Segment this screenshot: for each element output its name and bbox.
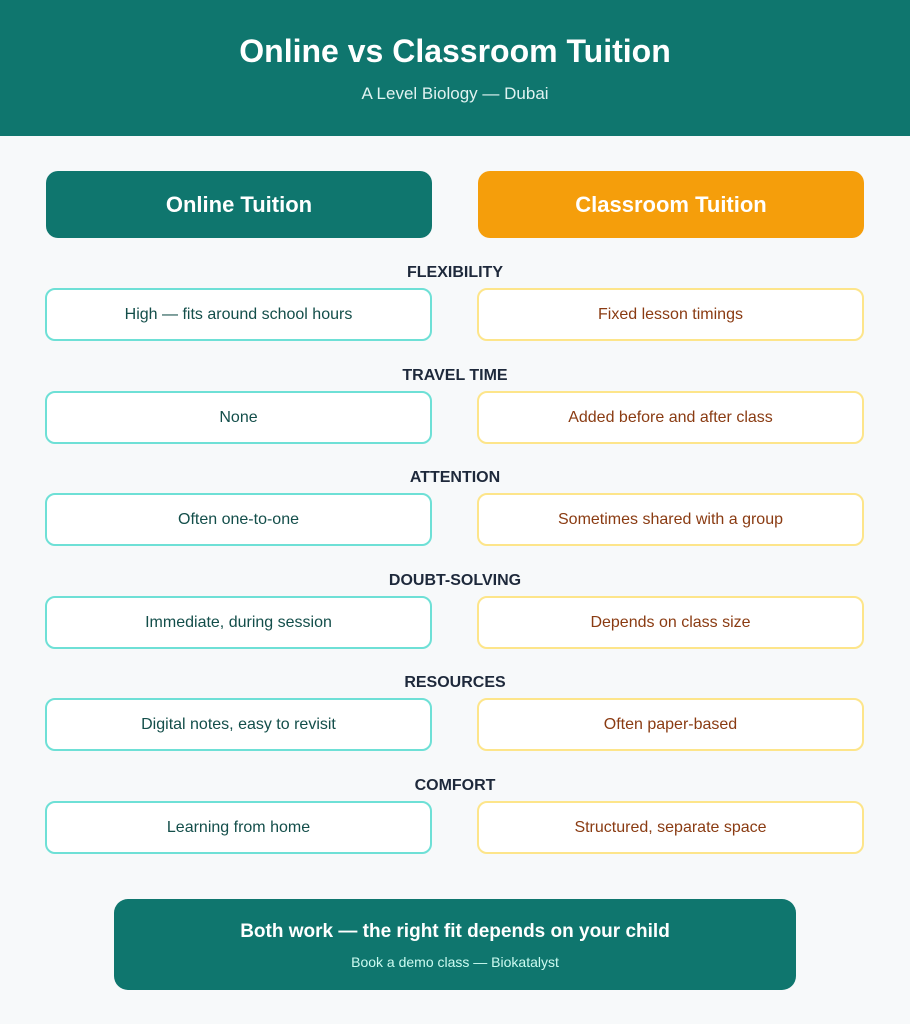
row-label: DOUBT-SOLVING bbox=[388, 572, 522, 589]
classroom-cell: Sometimes shared with a group bbox=[477, 493, 864, 546]
online-column-header: Online Tuition bbox=[46, 171, 432, 238]
classroom-cell: Fixed lesson timings bbox=[477, 288, 864, 341]
footer-cta: Book a demo class — Biokatalyst bbox=[351, 954, 559, 970]
row-label: TRAVEL TIME bbox=[402, 367, 508, 384]
row-label: COMFORT bbox=[414, 777, 496, 794]
online-cell: Immediate, during session bbox=[45, 596, 432, 649]
page-subtitle: A Level Biology — Dubai bbox=[361, 84, 549, 103]
online-cell: Digital notes, easy to revisit bbox=[45, 698, 432, 751]
classroom-cell: Depends on class size bbox=[477, 596, 864, 649]
row-resources bbox=[0, 673, 910, 763]
online-cell: None bbox=[45, 391, 432, 444]
row-doubt-solving bbox=[0, 571, 910, 661]
row-travel-time bbox=[0, 366, 910, 456]
footer-banner bbox=[114, 899, 796, 990]
footer-headline: Both work — the right fit depends on your child bbox=[240, 921, 670, 942]
page-header bbox=[0, 0, 910, 136]
online-cell: Learning from home bbox=[45, 801, 432, 854]
row-attention bbox=[0, 468, 910, 558]
row-label: RESOURCES bbox=[404, 674, 506, 691]
page-title: Online vs Classroom Tuition bbox=[239, 33, 671, 69]
online-cell: Often one-to-one bbox=[45, 493, 432, 546]
row-label: ATTENTION bbox=[409, 469, 501, 486]
row-flexibility bbox=[0, 263, 910, 353]
classroom-column-header: Classroom Tuition bbox=[478, 171, 864, 238]
row-label: FLEXIBILITY bbox=[407, 264, 503, 281]
classroom-cell: Added before and after class bbox=[477, 391, 864, 444]
classroom-cell: Often paper-based bbox=[477, 698, 864, 751]
classroom-cell: Structured, separate space bbox=[477, 801, 864, 854]
row-comfort bbox=[0, 776, 910, 866]
online-cell: High — fits around school hours bbox=[45, 288, 432, 341]
